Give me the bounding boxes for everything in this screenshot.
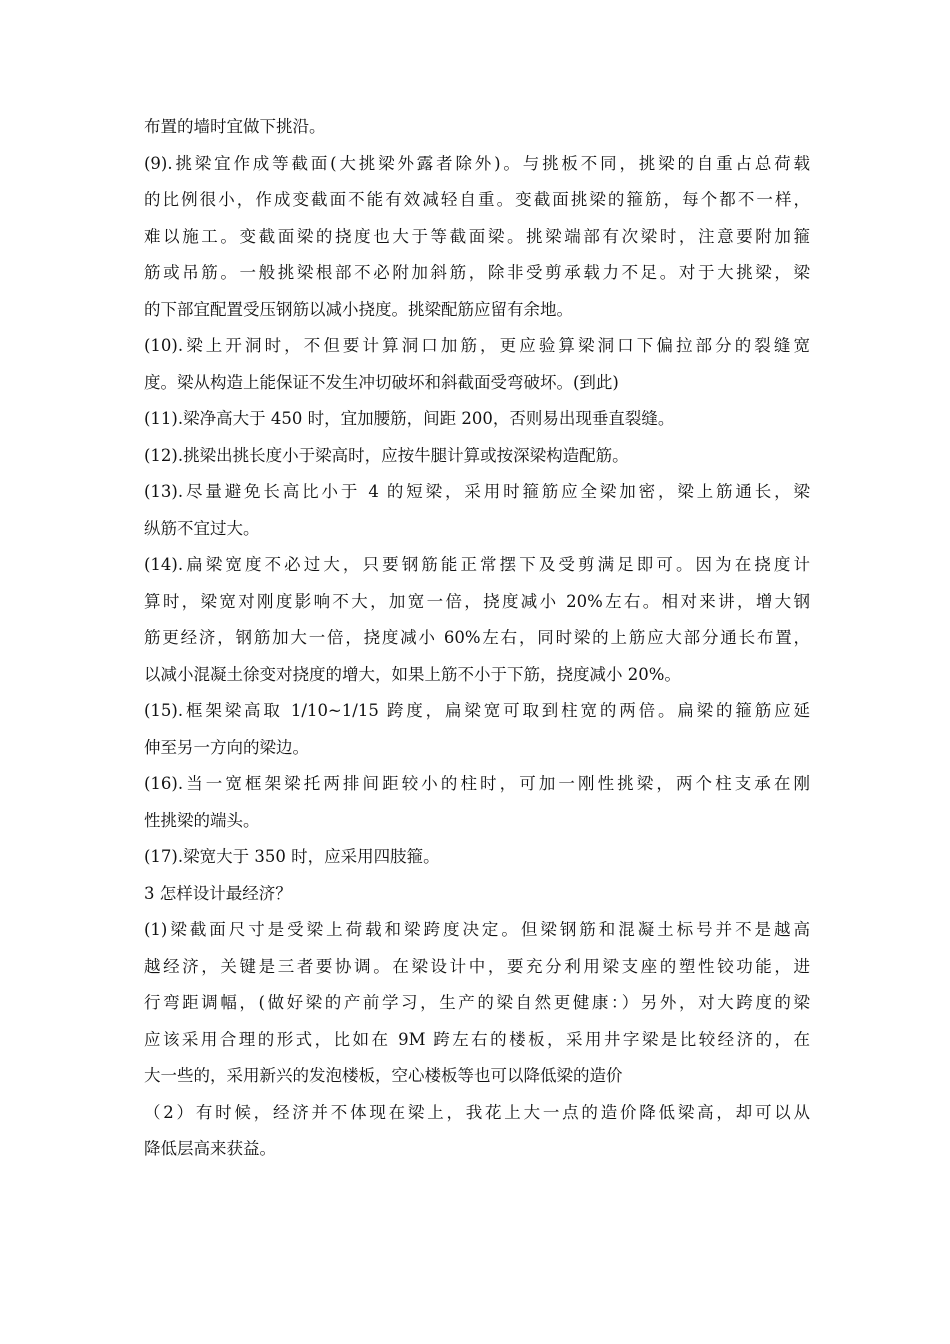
text-line: 以减小混凝土徐变对挠度的增大，如果上筋不小于下筋，挠度减小 20%。 — [144, 664, 681, 684]
text-line: 应该采用合理的形式，比如在 9M 跨左右的楼板，采用井字梁是比较经济的，在 — [144, 1029, 810, 1049]
text-line: 算时，梁宽对刚度影响不大，加宽一倍，挠度减小 20%左右。相对来讲，增大钢 — [144, 591, 810, 611]
document-body — [144, 109, 810, 1168]
text-line: 纵筋不宜过大。 — [144, 518, 260, 538]
text-line: 筋或吊筋。一般挑梁根部不必附加斜筋，除非受剪承载力不足。对于大挑梁，梁 — [144, 263, 810, 282]
text-line: (10).梁上开洞时，不但要计算洞口加筋，更应验算梁洞口下偏拉部分的裂缝宽 — [144, 336, 810, 355]
text-line: (14).扁梁宽度不必过大，只要钢筋能正常摆下及受剪满足即可。因为在挠度计 — [144, 555, 810, 574]
text-line: (13).尽量避免长高比小于 4 的短梁，采用时箍筋应全梁加密，梁上筋通长，梁 — [144, 482, 810, 501]
text-line: 布置的墙时宜做下挑沿。 — [144, 117, 326, 136]
text-line: 伸至另一方向的梁边。 — [144, 737, 309, 757]
text-line: （2）有时候，经济并不体现在梁上，我花上大一点的造价降低梁高，却可以从 — [144, 1102, 810, 1122]
text-line: 3 怎样设计最经济？ — [144, 883, 292, 903]
text-line: 筋更经济，钢筋加大一倍，挠度减小 60%左右，同时梁的上筋应大部分通长布置， — [144, 628, 810, 647]
text-line: (17).梁宽大于 350 时，应采用四肢箍。 — [144, 847, 440, 866]
text-line: 难以施工。变截面梁的挠度也大于等截面梁。挑梁端部有次梁时，注意要附加箍 — [144, 226, 810, 246]
text-line: 大一些的，采用新兴的发泡楼板，空心楼板等也可以降低梁的造价 — [144, 1066, 623, 1085]
text-line: (16).当一宽框架梁托两排间距较小的柱时，可加一刚性挑梁，两个柱支承在刚 — [144, 774, 810, 793]
text-line: 越经济，关键是三者要协调。在梁设计中，要充分利用梁支座的塑性铰功能，进 — [144, 956, 810, 976]
text-line: (12).挑梁出挑长度小于梁高时，应按牛腿计算或按深梁构造配筋。 — [144, 445, 629, 465]
text-line: 性挑梁的端头。 — [144, 810, 260, 830]
text-line: 度。梁从构造上能保证不发生冲切破坏和斜截面受弯破坏。(到此) — [144, 372, 619, 392]
text-line: 的下部宜配置受压钢筋以减小挠度。挑梁配筋应留有余地。 — [144, 299, 573, 319]
text-line: (11).梁净高大于 450 时，宜加腰筋，间距 200，否则易出现垂直裂缝。 — [144, 409, 675, 428]
text-line: (1)梁截面尺寸是受梁上荷载和梁跨度决定。但梁钢筋和混凝土标号并不是越高 — [144, 920, 810, 939]
text-line: 的比例很小，作成变截面不能有效减轻自重。变截面挑梁的箍筋，每个都不一样， — [144, 190, 810, 209]
text-line: (9).挑梁宜作成等截面(大挑梁外露者除外)。与挑板不同，挑梁的自重占总荷载 — [144, 153, 810, 173]
text-line: 行弯距调幅，(做好梁的产前学习，生产的梁自然更健康：）另外，对大跨度的梁 — [144, 993, 810, 1012]
text-line: 降低层高来获益。 — [144, 1139, 276, 1158]
text-line: (15).框架梁高取 1/10~1/15 跨度，扁梁宽可取到柱宽的两倍。扁梁的箍筋应延 — [144, 701, 810, 720]
